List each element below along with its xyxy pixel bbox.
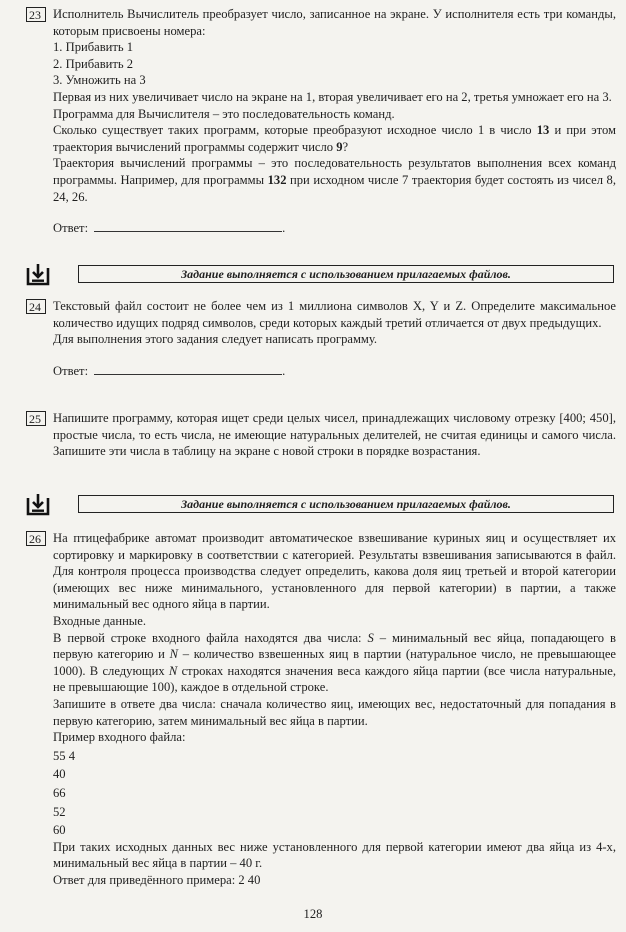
task-23 bbox=[26, 6, 616, 237]
example-line: 60 bbox=[53, 823, 66, 838]
task-26 bbox=[26, 530, 616, 888]
task-26-p4: При таких исходных данных вес ниже установленного для первой категории имеют два яйца из 4-х, минимальный вес яйца в партии – 40 г. bbox=[53, 839, 616, 871]
task-25-p1: Напишите программу, которая ищет среди целых чисел, принадлежащих числовому отрезку [400; 450], простые числа, то есть числа, не имеющие натуральных делителей, не считая единицы и самого числа. Запишите эти числа в таблицу на экране с новой строки в порядке возрастания. bbox=[53, 411, 616, 459]
task-26-p3: Запишите в ответе два числа: сначала количество яиц, имеющих вес, недостаточный для попадания в первую категорию, затем минимальный вес яйца в партии. bbox=[53, 696, 616, 728]
download-icon bbox=[26, 262, 50, 286]
task-number-25: 25 bbox=[26, 411, 46, 426]
task-23-p3: Сколько существует таких программ, которые преобразуют исходное число 1 в число 13 и при этом траектория вычислений программы содержит число 9? bbox=[53, 123, 616, 154]
download-icon bbox=[26, 492, 50, 516]
command-3: 3. Умножить на 3 bbox=[53, 73, 146, 88]
file-banner-text: Задание выполняется с использованием прилагаемых файлов. bbox=[78, 495, 614, 513]
task-26-p1: На птицефабрике автомат производит автоматическое взвешивание куриных яиц и осуществляет их сортировку и маркировку в соответствии с категорией. Результаты взвешивания записываются в файл. Для контроля процесса производства следует определить, какова доля яиц третьей и второй категории (имеющих вес ниже минимального, установленного для первой категории) в партии, а также минимальный вес одного яйца в партии. bbox=[53, 531, 616, 612]
task-number-26: 26 bbox=[26, 531, 46, 546]
task-26-p5: Ответ для приведённого примера: 2 40 bbox=[53, 872, 261, 887]
task-23-p1: Первая из них увеличивает число на экране на 1, вторая увеличивает его на 2, третья умножает его на 3. bbox=[53, 89, 612, 104]
example-line: 52 bbox=[53, 804, 66, 819]
example-title: Пример входного файла: bbox=[53, 730, 186, 745]
example-line: 55 4 bbox=[53, 748, 76, 763]
task-number-24: 24 bbox=[26, 299, 46, 314]
task-23-p4: Траектория вычислений программы – это последовательность результатов выполнения всех команд программы. Например, для программы 132 при исходном числе 7 траектория будет состоять из чисел 8, 24, 26. bbox=[53, 156, 616, 204]
file-banner-text: Задание выполняется с использованием прилагаемых файлов. bbox=[78, 265, 614, 283]
task-24-p1: Текстовый файл состоит не более чем из 1 миллиона символов X, Y и Z. Определите максимальное количество идущих подряд символов, среди которых каждый третий отличается от двух предыдущих. bbox=[53, 299, 616, 330]
task-number-23: 23 bbox=[26, 7, 46, 22]
example-line: 66 bbox=[53, 785, 66, 800]
task-23-intro: Исполнитель Вычислитель преобразует число, записанное на экране. У исполнителя есть три команды, которым присвоены номера: bbox=[53, 7, 616, 38]
input-data-title: Входные данные. bbox=[53, 613, 147, 628]
task-24 bbox=[26, 298, 616, 379]
file-banner-2 bbox=[26, 492, 616, 516]
answer-field-23[interactable] bbox=[94, 219, 282, 232]
answer-line-24: Ответ: . bbox=[53, 363, 286, 378]
task-23-p2: Программа для Вычислителя – это последовательность команд. bbox=[53, 106, 395, 121]
task-25 bbox=[26, 410, 616, 460]
answer-line-23: Ответ: . bbox=[53, 221, 286, 236]
task-26-p2: В первой строке входного файла находятся два числа: S – минимальный вес яйца, попадающего в первую категорию и N – количество взвешенных яиц в партии (натуральное число, не превышающее 1000). В следующих N строках находятся значения веса каждого яйца партии (все числа натуральные, не превышающие 100), каждое в отдельной строке. bbox=[53, 630, 617, 695]
file-banner-1 bbox=[26, 262, 616, 286]
example-line: 40 bbox=[53, 767, 66, 782]
command-2: 2. Прибавить 2 bbox=[53, 56, 134, 71]
command-1: 1. Прибавить 1 bbox=[53, 40, 134, 55]
answer-field-24[interactable] bbox=[94, 362, 282, 375]
page-number: 128 bbox=[303, 907, 323, 921]
task-24-p2: Для выполнения этого задания следует написать программу. bbox=[53, 332, 378, 347]
